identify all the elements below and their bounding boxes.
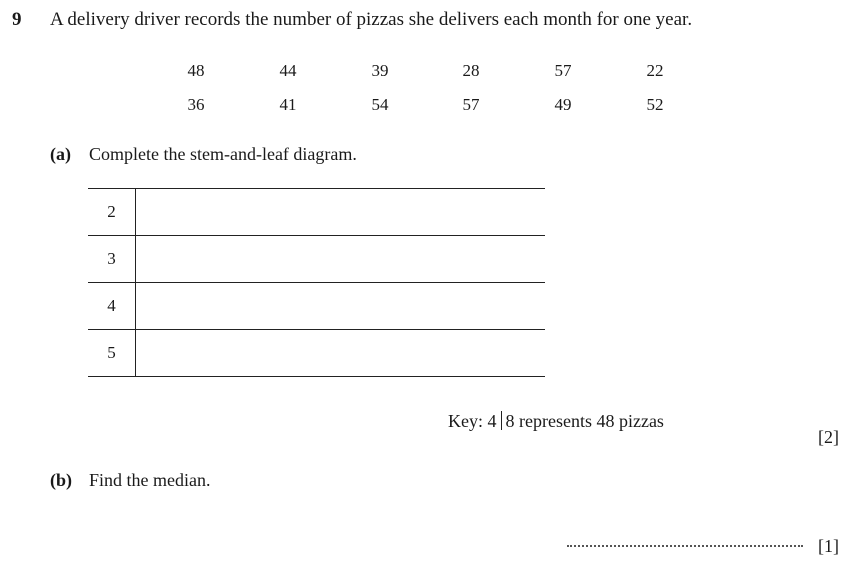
stem-and-leaf-diagram [88,188,545,377]
stem-value: 5 [88,330,136,377]
part-b-marks: [1] [818,536,839,556]
leaf-cell[interactable] [136,189,546,236]
data-value: 36 [187,95,205,114]
key-divider [501,411,502,430]
key-suffix: represents 48 pizzas [514,411,664,431]
data-value: 49 [554,95,572,114]
key-leaf: 8 [505,411,515,431]
data-value: 22 [646,61,664,80]
part-b-text: Find the median. [89,470,211,490]
diagram-key [448,411,664,432]
answer-line[interactable] [567,545,803,547]
leaf-cell[interactable] [136,236,546,283]
part-a-text: Complete the stem-and-leaf diagram. [89,144,357,164]
leaf-cell[interactable] [136,283,546,330]
data-value: 39 [371,61,389,80]
data-value: 41 [279,95,297,114]
key-stem: 4 [487,411,497,431]
stem-value: 2 [88,189,136,236]
stem-value: 4 [88,283,136,330]
stem-row [88,283,545,330]
key-prefix: Key: [448,411,488,431]
data-value: 44 [279,61,297,80]
stem-row [88,236,545,283]
question-text: A delivery driver records the number of pizzas she delivers each month for one year. [50,9,693,30]
leaf-cell[interactable] [136,330,546,377]
data-value: 57 [554,61,572,80]
data-value: 52 [646,95,664,114]
part-b-label: (b) [50,470,72,490]
data-value: 57 [462,95,480,114]
stem-row [88,189,545,236]
data-value: 28 [462,61,480,80]
part-a-label: (a) [50,144,71,164]
data-value: 48 [187,61,205,80]
stem-row [88,330,545,377]
question-number: 9 [12,9,22,30]
part-a-marks: [2] [818,427,839,447]
data-value: 54 [371,95,389,114]
stem-value: 3 [88,236,136,283]
